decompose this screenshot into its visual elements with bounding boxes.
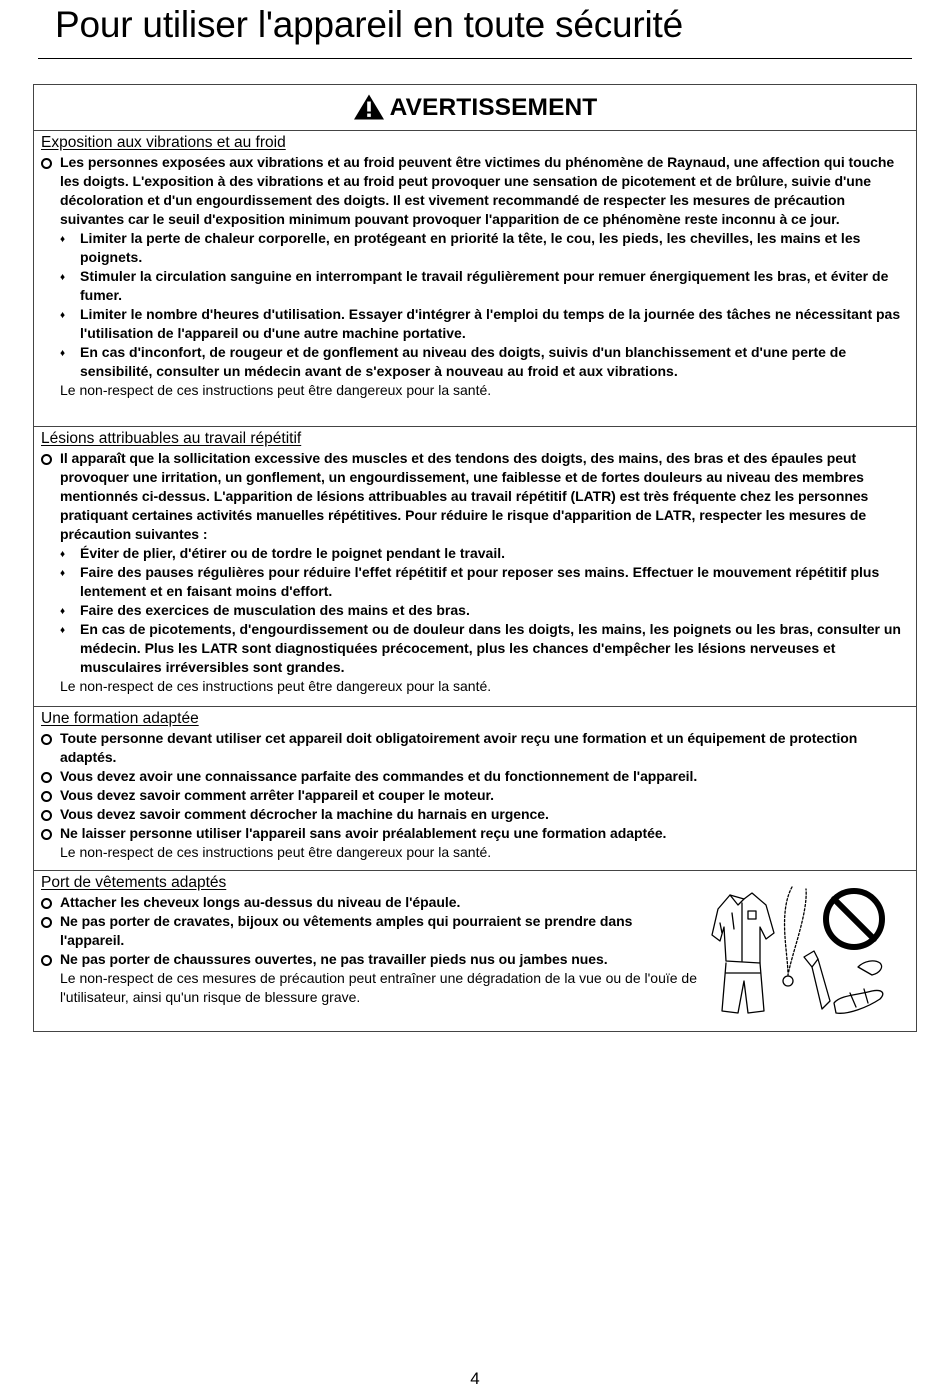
warning-title: AVERTISSEMENT bbox=[389, 93, 598, 121]
section-note: Le non-respect de ces instructions peut être dangereux pour la santé. bbox=[60, 678, 492, 694]
page-title: Pour utiliser l'appareil en toute sécurité bbox=[55, 4, 684, 45]
list-item: Vous devez savoir comment arrêter l'appareil et couper le moteur. bbox=[40, 786, 910, 805]
sub-list-item: ♦ En cas de picotements, d'engourdissement ou de douleur dans les doigts, les mains, les poignets ou les bras, consulter un médecin. Plus les LATR sont diagnostiquées précocement, plus les chances d'empêcher les lésions nerveuses et musculaires irréversibles sont grandes. bbox=[60, 621, 901, 675]
diamond-bullet-icon: ♦ bbox=[60, 348, 66, 359]
section-heading: Une formation adaptée bbox=[41, 710, 199, 727]
diamond-bullet-icon: ♦ bbox=[60, 234, 66, 245]
diamond-bullet-icon: ♦ bbox=[60, 606, 66, 617]
circle-bullet-icon bbox=[41, 955, 52, 966]
list-item: Toute personne devant utiliser cet appareil doit obligatoirement avoir reçu une formation et un équipement de protection adaptés. bbox=[40, 729, 910, 767]
list-item: Vous devez savoir comment décrocher la machine du harnais en urgence. bbox=[40, 805, 910, 824]
list-item: Ne pas porter de chaussures ouvertes, ne pas travailler pieds nus ou jambes nues. bbox=[40, 950, 700, 969]
diamond-bullet-icon: ♦ bbox=[60, 310, 66, 321]
diamond-bullet-icon: ♦ bbox=[60, 568, 66, 579]
diamond-bullet-icon: ♦ bbox=[60, 272, 66, 283]
list-item: Attacher les cheveux longs au-dessus du niveau de l'épaule. bbox=[40, 893, 700, 912]
warning-triangle-icon bbox=[353, 93, 385, 121]
section-note: Le non-respect de ces mesures de précaution peut entraîner une dégradation de la vue ou de l'ouïe de l'utilisateur, ainsi qu'un risque de blessure grave. bbox=[60, 970, 697, 1005]
circle-bullet-icon bbox=[41, 829, 52, 840]
warning-header bbox=[34, 85, 916, 131]
list-item: Vous devez avoir une connaissance parfaite des commandes et du fonctionnement de l'appareil. bbox=[40, 767, 910, 786]
sub-list-item: ♦ Limiter le nombre d'heures d'utilisation. Essayer d'intégrer à l'emploi du temps de la journée des tâches ne nécessitant pas l'utilisation de l'appareil ou d'une autre machine portative. bbox=[60, 306, 901, 341]
diamond-bullet-icon: ♦ bbox=[60, 625, 66, 636]
sub-list-item: ♦ Faire des pauses régulières pour réduire l'effet répétitif et pour reposer ses mains. Effectuer le mouvement répétitif plus lentement et en faisant moins d'effort. bbox=[60, 564, 880, 599]
warning-box bbox=[33, 84, 917, 1032]
section-repetitive-strain bbox=[34, 427, 916, 707]
sub-list-item: ♦ Limiter la perte de chaleur corporelle, en protégeant en priorité la tête, le cou, les pieds, les chevilles, les mains et les poignets. bbox=[60, 230, 861, 265]
circle-bullet-icon bbox=[41, 772, 52, 783]
list-item: Les personnes exposées aux vibrations et au froid peuvent être victimes du phénomène de Raynaud, une affection qui touche les doigts. L'exposition à des vibrations et au froid peut provoquer une sensation de picotement et de brûlure, suivie d'une décoloration et d'un engourdissement des doigts. Il est vivement recommandé de respecter les mesures de précaution suivantes car le seuil d'exposition minimum pouvant provoquer l'apparition de ce phénomène reste inconnu à ce jour. bbox=[40, 153, 910, 229]
sub-list-item: ♦ En cas d'inconfort, de rougeur et de gonflement au niveau des doigts, suivis d'un blanchissement et d'une perte de sensibilité, consulter un médecin avant de s'exposer à nouveau au froid et aux vibrations. bbox=[60, 344, 847, 379]
list-item: Ne laisser personne utiliser l'appareil sans avoir préalablement reçu une formation adaptée. bbox=[40, 824, 910, 843]
sub-list-item: ♦ Stimuler la circulation sanguine en interrompant le travail régulièrement pour remuer énergiquement les bras, et éviter de fumer. bbox=[60, 268, 889, 303]
page-number: 4 bbox=[470, 1369, 480, 1388]
title-divider bbox=[38, 58, 912, 59]
section-clothing bbox=[34, 871, 916, 1031]
prohibited-clothing-icon bbox=[708, 883, 888, 1023]
diamond-bullet-icon: ♦ bbox=[60, 549, 66, 560]
sub-list-item: ♦ Faire des exercices de musculation des mains et des bras. bbox=[40, 601, 910, 620]
circle-bullet-icon bbox=[41, 454, 52, 465]
circle-bullet-icon bbox=[41, 917, 52, 928]
circle-bullet-icon bbox=[41, 158, 52, 169]
list-item: Il apparaît que la sollicitation excessive des muscles et des tendons des doigts, des mains, des bras et des épaules peut provoquer une irritation, un gonflement, un engourdissement, une faiblesse et de fortes douleurs au niveau des membres mentionnés ci-dessus. L'apparition de lésions attribuables au travail répétitif (LATR) est très fréquente chez les personnes pratiquant certaines activités manuelles répétitives. Pour réduire le risque d'apparition de LATR, respecter les mesures de précaution suivantes : bbox=[40, 449, 910, 544]
circle-bullet-icon bbox=[41, 898, 52, 909]
section-training bbox=[34, 707, 916, 871]
circle-bullet-icon bbox=[41, 810, 52, 821]
section-vibrations-cold bbox=[34, 131, 916, 427]
circle-bullet-icon bbox=[41, 791, 52, 802]
section-heading: Port de vêtements adaptés bbox=[41, 874, 227, 891]
section-heading: Lésions attribuables au travail répétitif bbox=[41, 430, 302, 447]
section-heading: Exposition aux vibrations et au froid bbox=[41, 134, 286, 151]
section-note: Le non-respect de ces instructions peut être dangereux pour la santé. bbox=[60, 382, 492, 398]
sub-list-item: ♦ Éviter de plier, d'étirer ou de tordre le poignet pendant le travail. bbox=[40, 544, 910, 563]
circle-bullet-icon bbox=[41, 734, 52, 745]
section-note: Le non-respect de ces instructions peut être dangereux pour la santé. bbox=[60, 844, 492, 860]
list-item: Ne pas porter de cravates, bijoux ou vêtements amples qui pourraient se prendre dans l'appareil. bbox=[40, 912, 700, 950]
